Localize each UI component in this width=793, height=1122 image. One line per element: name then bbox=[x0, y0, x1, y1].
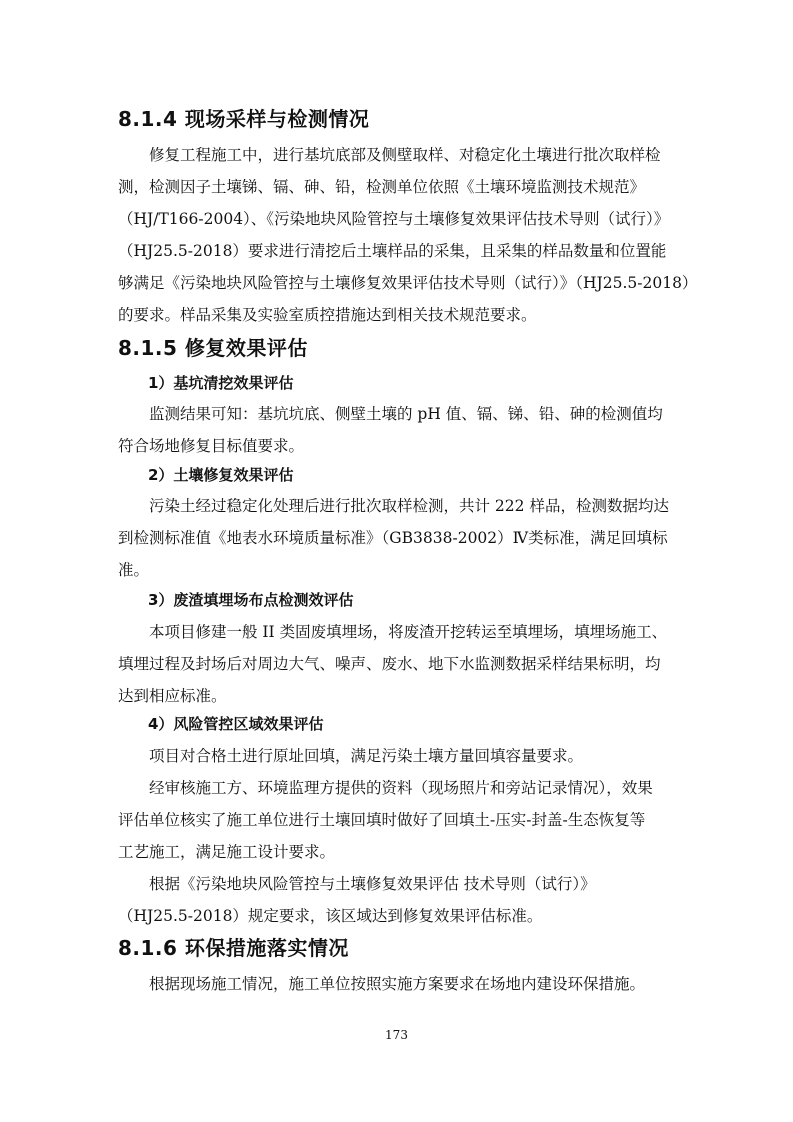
subsection-title-1: 1）基坑清挖效果评估 bbox=[148, 374, 294, 392]
text-line: 经审核施工方、环境监理方提供的资料（现场照片和旁站记录情况），效果 bbox=[149, 779, 653, 797]
text-line: 够满足《污染地块风险管控与土壤修复效果评估技术导则（试行）》（HJ25.5-2018） bbox=[118, 274, 698, 292]
section-heading-8-1-4: 8.1.4 现场采样与检测情况 bbox=[118, 107, 370, 131]
text-line: 本项目修建一般 II 类固废填埋场，将废渣开挖转运至填埋场，填埋场施工、 bbox=[149, 623, 668, 641]
subsection-title-3: 3）废渣填埋场布点检测效评估 bbox=[148, 591, 354, 609]
section-heading-8-1-6: 8.1.6 环保措施落实情况 bbox=[118, 936, 349, 960]
text-line: 评估单位核实了施工单位进行土壤回填时做好了回填土-压实-封盖-生态恢复等 bbox=[118, 811, 646, 829]
text-line: 修复工程施工中，进行基坑底部及侧壁取样、对稳定化土壤进行批次取样检 bbox=[149, 146, 661, 164]
text-line: 测，检测因子土壤锑、镉、砷、铅，检测单位依照《土壤环境监测技术规范》 bbox=[118, 178, 646, 196]
paragraph-sub-4 bbox=[118, 740, 674, 932]
text-line: （HJ25.5-2018）规定要求，该区域达到修复效果评估标准。 bbox=[118, 907, 543, 925]
text-line: （HJ25.5-2018）要求进行清挖后土壤样品的采集，且采集的样品数量和位置能 bbox=[118, 242, 667, 260]
paragraph-8-1-6 bbox=[118, 968, 674, 1000]
text-line: 项目对合格土进行原址回填，满足污染土壤方量回填容量要求。 bbox=[149, 747, 584, 765]
text-line: 填埋过程及封场后对周边大气、噪声、废水、地下水监测数据采样结果标明，均 bbox=[118, 655, 661, 673]
subsection-title-4: 4）风险管控区域效果评估 bbox=[148, 715, 324, 733]
paragraph-sub-1 bbox=[118, 398, 674, 462]
text-line: 准。 bbox=[118, 561, 150, 579]
text-line: 的要求。样品采集及实验室质控措施达到相关技术规范要求。 bbox=[118, 306, 537, 324]
text-line: （HJ/T166-2004）、《污染地块风险管控与土壤修复效果评估技术导则（试行）》 bbox=[118, 210, 670, 228]
paragraph-sub-2 bbox=[118, 490, 674, 586]
text-line: 根据现场施工情况，施工单位按照实施方案要求在场地内建设环保措施。 bbox=[149, 975, 646, 993]
text-line: 到检测标准值《地表水环境质量标准》（GB3838-2002）Ⅳ类标准，满足回填标 bbox=[118, 529, 668, 547]
page-number: 173 bbox=[385, 1028, 408, 1042]
subsection-title-2: 2）土壤修复效果评估 bbox=[148, 466, 294, 484]
text-line: 工艺施工，满足施工设计要求。 bbox=[118, 843, 336, 861]
paragraph-sub-3 bbox=[118, 616, 674, 712]
text-line: 达到相应标准。 bbox=[118, 687, 227, 705]
paragraph-8-1-4 bbox=[118, 139, 698, 331]
text-line: 污染土经过稳定化处理后进行批次取样检测，共计 222 样品，检测数据均达 bbox=[149, 497, 669, 515]
text-line: 监测结果可知：基坑坑底、侧壁土壤的 pH 值、镉、锑、铅、砷的检测值均 bbox=[149, 405, 663, 423]
text-line: 根据《污染地块风险管控与土壤修复效果评估 技术导则（试行）》 bbox=[149, 875, 596, 893]
text-line: 符合场地修复目标值要求。 bbox=[118, 437, 305, 455]
section-heading-8-1-5: 8.1.5 修复效果评估 bbox=[118, 336, 308, 360]
